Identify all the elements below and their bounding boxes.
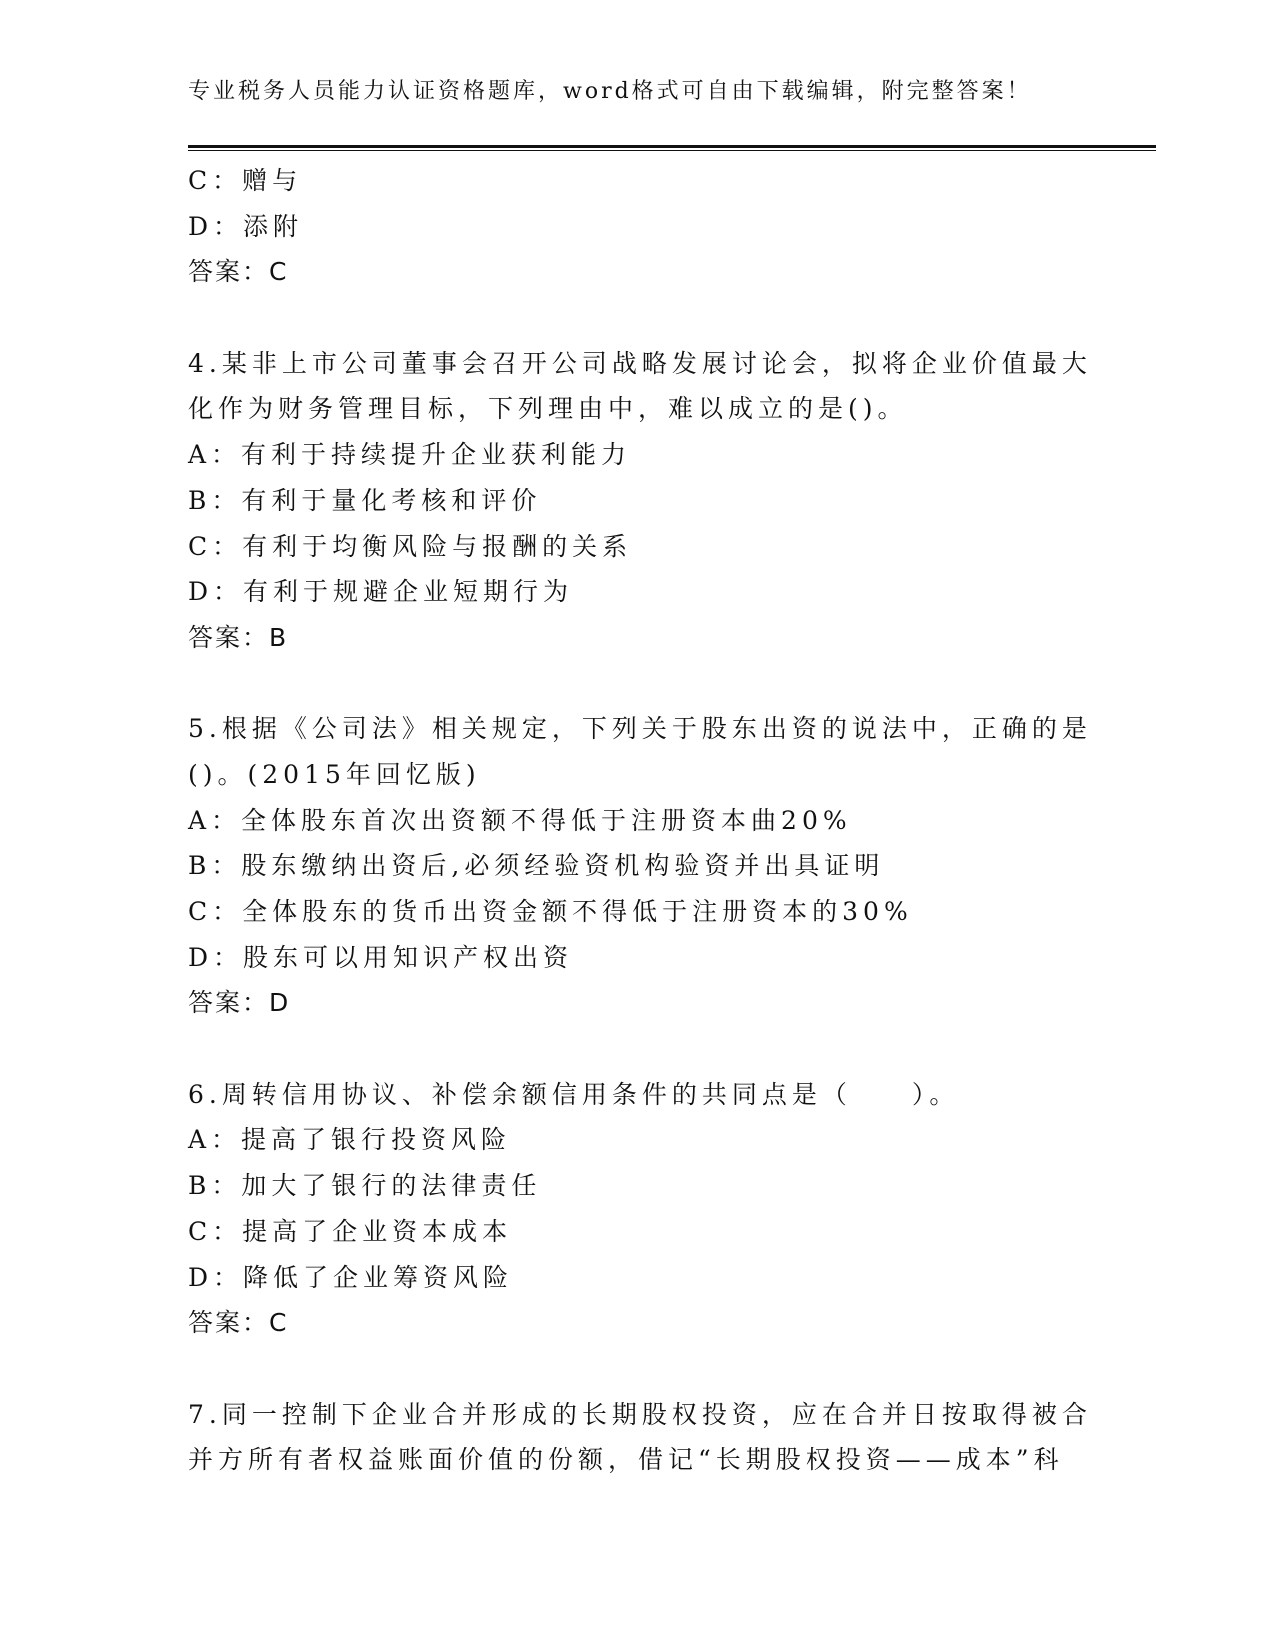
answer-line: 答案：B: [188, 622, 289, 652]
question-block: [188, 158, 1078, 295]
question-line: 化作为财务管理目标，下列理由中，难以成立的是()。: [188, 394, 908, 424]
question-line: 6.周转信用协议、补偿余额信用条件的共同点是（ ）。: [188, 1079, 960, 1109]
question-line: 5.根据《公司法》相关规定，下列关于股东出资的说法中，正确的是: [188, 714, 1092, 744]
answer-line: 答案：D: [188, 988, 291, 1018]
option-line: D：有利于规避企业短期行为: [188, 577, 574, 607]
question-block: [188, 1392, 1092, 1483]
option-line: C：赠与: [188, 166, 303, 195]
option-line: C：全体股东的货币出资金额不得低于注册资本的30%: [188, 897, 913, 926]
question-line: ()。(2015年回忆版): [188, 759, 481, 789]
answer-line: 答案：C: [188, 257, 289, 287]
option-line: D：降低了企业筹资风险: [188, 1262, 514, 1292]
option-line: B：有利于量化考核和评价: [188, 485, 542, 515]
question-line: 4.某非上市公司董事会召开公司战略发展讨论会，拟将企业价值最大: [188, 348, 1092, 378]
question-line: 7.同一控制下企业合并形成的长期股权投资，应在合并日按取得被合: [188, 1399, 1092, 1429]
answer-line: 答案：C: [188, 1308, 289, 1338]
question-block: [188, 341, 1092, 661]
option-line: A：有利于持续提升企业获利能力: [188, 440, 632, 470]
option-line: A：全体股东首次出资额不得低于注册资本曲20%: [188, 805, 852, 835]
page-header: 专业税务人员能力认证资格题库，word格式可自由下载编辑，附完整答案！: [188, 79, 1032, 104]
option-line: D：添附: [188, 211, 304, 241]
header-rule-thick: [188, 145, 1156, 148]
question-block: [188, 706, 1092, 1026]
option-line: D：股东可以用知识产权出资: [188, 942, 574, 972]
option-line: C：有利于均衡风险与报酬的关系: [188, 531, 633, 561]
option-line: A：提高了银行投资风险: [188, 1125, 512, 1155]
option-line: C：提高了企业资本成本: [188, 1216, 513, 1246]
header-rule-thin: [188, 150, 1156, 151]
option-line: B：加大了银行的法律责任: [188, 1171, 542, 1201]
question-block: [188, 1072, 1078, 1346]
question-line: 并方所有者权益账面价值的份额，借记“长期股权投资——成本”科: [188, 1445, 1064, 1475]
document-body: [188, 158, 1092, 1483]
option-line: B：股东缴纳出资后,必须经验资机构验资并出具证明: [188, 851, 885, 881]
